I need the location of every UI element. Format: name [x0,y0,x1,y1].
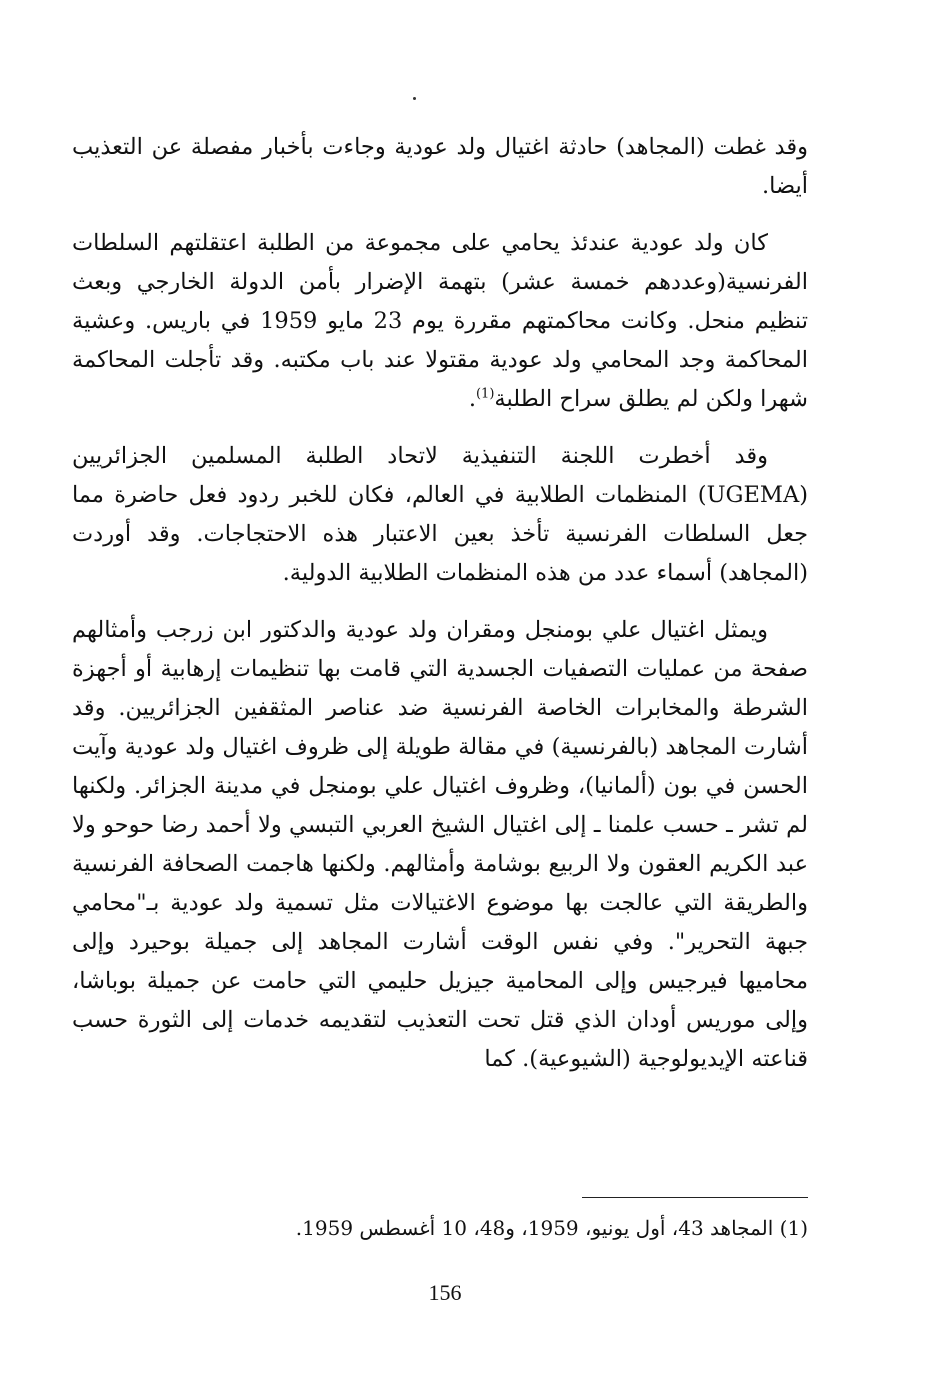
scan-speck [413,97,416,100]
paragraph-2 [72,224,808,419]
footnote: (1) المجاهد 43، أول يونيو، 1959، و48، 10 أغسطس 1959. [295,1216,808,1240]
footnote-reference[interactable]: (1) [475,386,495,402]
paragraph-2-text: كان ولد عودية عندئذ يحامي على مجموعة من الطلبة اعتقلتهم السلطات الفرنسية(وعددهم خمسة عشر) بتهمة الإضرار بأمن الدولة الخارجي وبعث تنظيم منحل. وكانت محاكمتهم مقررة يوم 23 مايو 1959 في باريس. وعشية المحاكمة وجد المحامي ولد عودية مقتولا عند باب مكتبه. وقد تأجلت المحاكمة شهرا ولكن لم يطلق سراح الطلبة [72,230,808,412]
paragraph-1: وقد غطت (المجاهد) حادثة اغتيال ولد عودية وجاءت بأخبار مفصلة عن التعذيب أيضا. [72,134,808,199]
paragraph-2-end: . [468,386,476,412]
body-text [72,128,808,1097]
paragraph-4: ويمثل اغتيال علي بومنجل ومقران ولد عودية والدكتور ابن زرجب وأمثالهم صفحة من عمليات التصفيات الجسدية التي قامت بها تنظيمات إرهابية أو أجهزة الشرطة والمخابرات الخاصة الفرنسية ضد عناصر المثقفين الجزائريين. وقد أشارت المجاهد (بالفرنسية) في مقالة طويلة إلى ظروف اغتيال ولد عودية وآيت الحسن في بون (ألمانيا)، وظروف اغتيال علي بومنجل في مدينة الجزائر. ولكنها لم تشر ـ حسب علمنا ـ إلى اغتيال الشيخ العربي التبسي ولا أحمد رضا حوحو ولا عبد الكريم العقون ولا الربيع بوشامة وأمثالهم. ولكنها هاجمت الصحافة الفرنسية والطريقة التي عالجت بها موضوع الاغتيالات مثل تسمية ولد عودية بـ"محامي جبهة التحرير". وفي نفس الوقت أشارت المجاهد إلى جميلة بوحيرد وإلى محاميها فيرجيس وإلى المحامية جيزيل حليمي التي حامت عن جميلة بوباشا، وإلى موريس أودان الذي قتل تحت التعذيب لتقديمه خدمات إلى الثورة حسب قناعته الإيديولوجية (الشيوعية). كما [72,617,808,1072]
paragraph-3: وقد أخطرت اللجنة التنفيذية لاتحاد الطلبة المسلمين الجزائريين (UGEMA) المنظمات الطلابية في العالم، فكان للخبر ردود فعل حاضرة مما جعل السلطات الفرنسية تأخذ بعين الاعتبار هذه الاحتجاجات. وقد أوردت (المجاهد) أسماء عدد من هذه المنظمات الطلابية الدولية. [72,443,808,586]
page-number: 156 [428,1280,462,1305]
footnote-separator [582,1197,808,1198]
